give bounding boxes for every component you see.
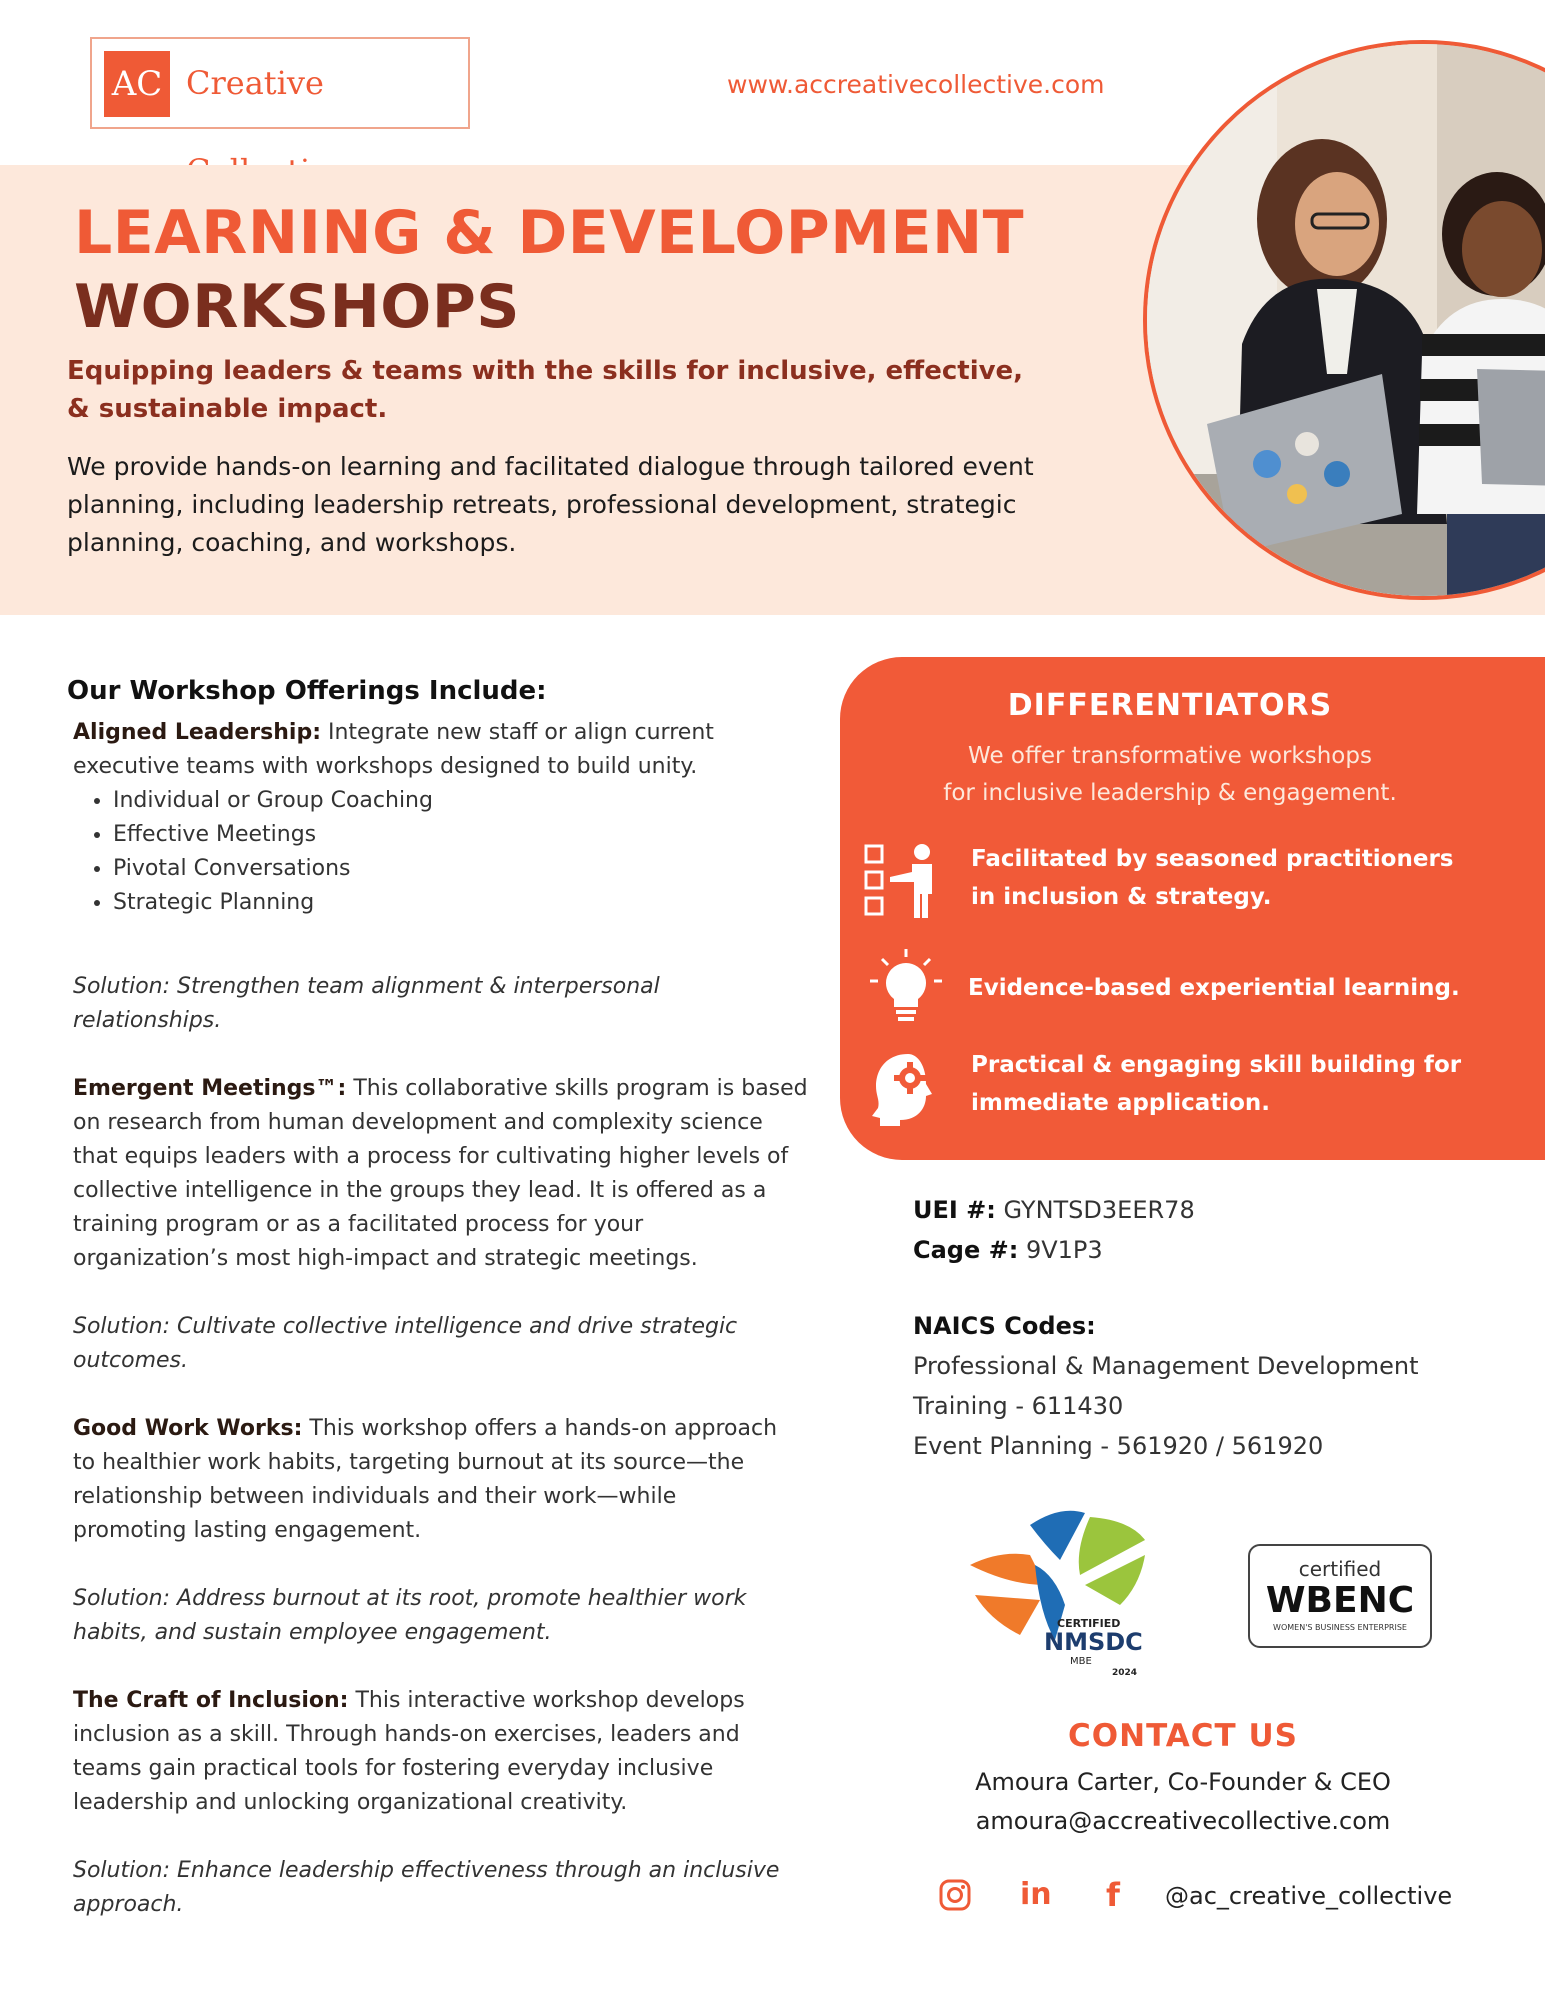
head-gear-icon: [870, 1050, 950, 1130]
differentiator-item-2: Evidence-based experiential learning.: [968, 975, 1460, 1001]
offering-line: [73, 716, 813, 750]
presenter-checklist-icon: [862, 842, 942, 922]
differentiator-line: immediate application.: [971, 1090, 1271, 1116]
nmsdc-line3: MBE: [1070, 1656, 1092, 1667]
contact-name: Amoura Carter, Co-Founder & CEO: [975, 1768, 1391, 1796]
aligned-solution: [73, 970, 813, 1038]
page-title-line2: WORKSHOPS: [74, 272, 521, 342]
offering-line: training program or as a facilitated process for your: [73, 1212, 644, 1237]
hero-description: [67, 448, 1067, 562]
naics-line: Training - 611430: [913, 1392, 1124, 1420]
differentiators-subtitle: [840, 738, 1500, 812]
offering-emergent-meetings: [73, 1072, 813, 1276]
wbenc-line2: WBENC: [1265, 1580, 1415, 1621]
instagram-icon[interactable]: [938, 1878, 972, 1912]
naics-info: [913, 1306, 1419, 1466]
wbenc-certification-logo: [1248, 1544, 1432, 1648]
logo-name: Creative: [186, 64, 324, 102]
nmsdc-year: 2024: [1112, 1668, 1138, 1678]
uei-label: UEI #:: [913, 1196, 996, 1224]
offering-text: This interactive workshop develops: [348, 1688, 745, 1713]
lightbulb-icon: [866, 947, 946, 1027]
differentiator-line: in inclusion & strategy.: [971, 884, 1272, 910]
offering-name: Good Work Works:: [73, 1416, 303, 1441]
differentiator-item-3: [971, 1046, 1461, 1122]
nmsdc-line2: NMSDC: [1044, 1628, 1143, 1656]
offering-line: inclusion as a skill. Through hands-on exercises, leaders and: [73, 1722, 740, 1747]
offering-line: relationship between individuals and their work—while: [73, 1484, 677, 1509]
offering-line: teams gain practical tools for fostering everyday inclusive: [73, 1756, 714, 1781]
list-item: • Strategic Planning: [113, 886, 813, 920]
offering-line: on research from human development and complexity science: [73, 1110, 763, 1135]
solution-line: outcomes.: [73, 1348, 189, 1373]
list-item: • Pivotal Conversations: [113, 852, 813, 886]
description-line: planning, including leadership retreats, professional development, strategic: [67, 490, 1017, 519]
cage-line: [913, 1230, 1195, 1270]
company-logo: [90, 37, 470, 129]
offering-craft-of-inclusion: [73, 1684, 813, 1820]
subtitle-line: & sustainable impact.: [67, 394, 388, 424]
hero-subtitle: [67, 352, 1027, 428]
contact-heading: CONTACT US: [1068, 1718, 1298, 1754]
offering-line: that equips leaders with a process for cultivating higher levels of: [73, 1144, 789, 1169]
solution-line: habits, and sustain employee engagement.: [73, 1620, 552, 1645]
offering-text: Integrate new staff or align current: [321, 720, 714, 745]
social-handle[interactable]: @ac_creative_collective: [1165, 1882, 1453, 1910]
description-line: planning, coaching, and workshops.: [67, 528, 517, 557]
naics-line: Event Planning - 561920 / 561920: [913, 1432, 1324, 1460]
offering-line: collective intelligence in the groups they lead. It is offered as a: [73, 1178, 767, 1203]
list-item: • Individual or Group Coaching: [113, 784, 813, 818]
solution-line: Solution: Enhance leadership effectiveness through an inclusive: [73, 1858, 780, 1883]
naics-line: Professional & Management Development: [913, 1352, 1419, 1380]
offering-aligned-leadership: [73, 716, 813, 920]
differentiator-item-1: [971, 840, 1453, 916]
offering-line: organization’s most high-impact and strategic meetings.: [73, 1246, 698, 1271]
offering-name: Aligned Leadership:: [73, 720, 321, 745]
offering-line: leadership and unlocking organizational creativity.: [73, 1790, 628, 1815]
nmsdc-certification-logo: [960, 1505, 1150, 1680]
website-link[interactable]: www.accreativecollective.com: [727, 70, 1105, 99]
craft-solution: [73, 1854, 813, 1922]
contact-email[interactable]: amoura@accreativecollective.com: [975, 1807, 1391, 1835]
offering-name: The Craft of Inclusion:: [73, 1688, 349, 1713]
offering-line: executive teams with workshops designed to build unity.: [73, 754, 698, 779]
logo-mark: AC: [104, 51, 170, 117]
registration-info: [913, 1190, 1195, 1270]
differentiator-line: Facilitated by seasoned practitioners: [971, 846, 1454, 872]
solution-line: Solution: Cultivate collective intelligence and drive strategic: [73, 1314, 738, 1339]
solution-line: approach.: [73, 1892, 184, 1917]
solution-line: Solution: Strengthen team alignment & interpersonal: [73, 974, 660, 999]
offering-text: This workshop offers a hands-on approach: [302, 1416, 778, 1441]
uei-value: GYNTSD3EER78: [995, 1196, 1195, 1224]
goodwork-solution: [73, 1582, 813, 1650]
solution-line: relationships.: [73, 1008, 222, 1033]
list-item: • Effective Meetings: [113, 818, 813, 852]
offering-name: Emergent Meetings™:: [73, 1076, 347, 1101]
naics-label: NAICS Codes:: [913, 1312, 1096, 1340]
uei-line: [913, 1190, 1195, 1230]
facebook-icon[interactable]: f: [1106, 1876, 1120, 1914]
nmsdc-line1: CERTIFIED: [1057, 1617, 1121, 1630]
differentiators-title: DIFFERENTIATORS: [1007, 688, 1333, 723]
wbenc-line3: WOMEN'S BUSINESS ENTERPRISE: [1273, 1623, 1407, 1632]
offering-text: This collaborative skills program is based: [346, 1076, 808, 1101]
offering-line: [73, 1684, 813, 1718]
subtitle-line: We offer transformative workshops: [968, 743, 1372, 769]
differentiator-line: Practical & engaging skill building for: [971, 1052, 1462, 1078]
aligned-bullet-list: [73, 784, 813, 920]
page-title-line1: LEARNING & DEVELOPMENT: [74, 198, 1025, 268]
emergent-solution: [73, 1310, 813, 1378]
description-line: We provide hands-on learning and facilitated dialogue through tailored event: [67, 452, 1034, 481]
offering-good-work-works: [73, 1412, 813, 1548]
offerings-heading: Our Workshop Offerings Include:: [67, 676, 547, 706]
wbenc-line1: certified: [1298, 1557, 1382, 1581]
offering-line: [73, 1072, 813, 1106]
subtitle-line: Equipping leaders & teams with the skills for inclusive, effective,: [67, 356, 1024, 386]
offering-line: [73, 1412, 813, 1446]
offering-line: promoting lasting engagement.: [73, 1518, 422, 1543]
cage-label: Cage #:: [913, 1236, 1019, 1264]
linkedin-icon[interactable]: in: [1020, 1877, 1052, 1912]
cage-value: 9V1P3: [1018, 1236, 1103, 1264]
offering-line: to healthier work habits, targeting burnout at its source—the: [73, 1450, 745, 1475]
subtitle-line: for inclusive leadership & engagement.: [943, 780, 1397, 806]
solution-line: Solution: Address burnout at its root, promote healthier work: [73, 1586, 747, 1611]
